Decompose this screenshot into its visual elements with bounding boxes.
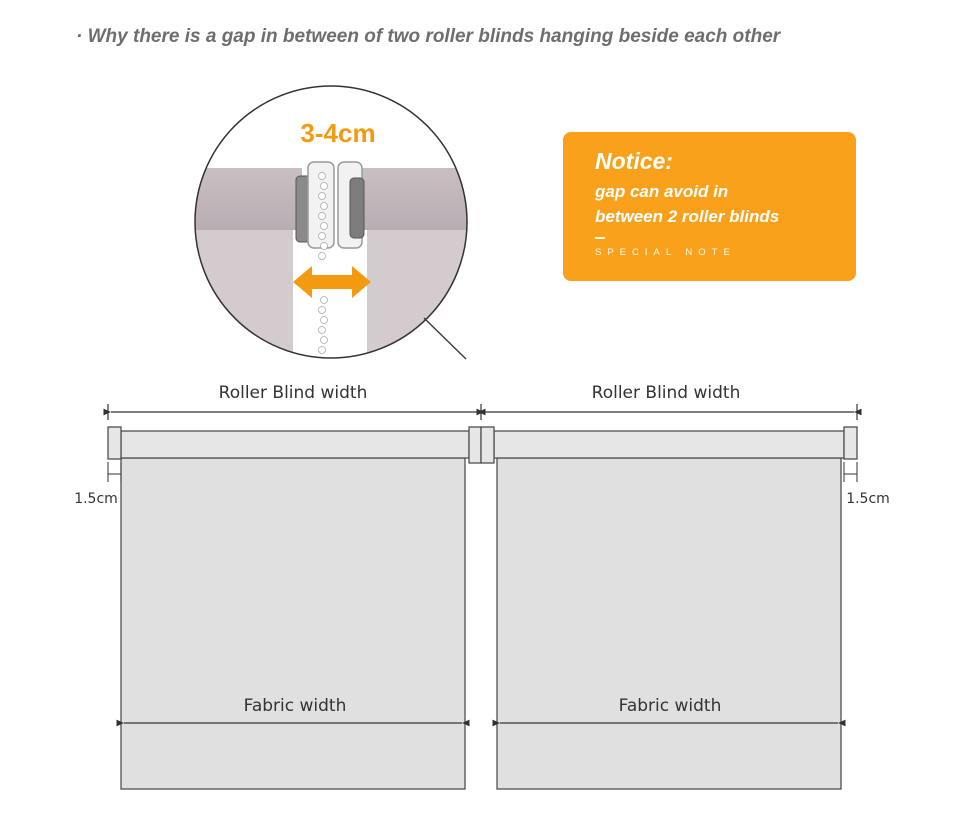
right-roller-width-label: Roller Blind width (591, 383, 741, 403)
right-fabric-width-label: Fabric width (618, 696, 722, 716)
left-blind-inner-bracket (469, 427, 481, 463)
left-side-offset-label: 1.5cm (74, 491, 118, 507)
zoom-left-fabric (190, 225, 293, 375)
diagram-heading: · Why there is a gap in between of two roller blinds hanging beside each other (76, 26, 781, 47)
notice-subtitle: SPECIAL NOTE (595, 247, 736, 258)
zoom-right-fabric (367, 225, 477, 375)
zoom-right-tube (360, 168, 480, 230)
zoom-right-bracket (350, 178, 364, 238)
notice-title: Notice: (595, 148, 673, 174)
notice-body: gap can avoid in between 2 roller blinds (595, 182, 780, 226)
right-side-offset-label: 1.5cm (846, 491, 890, 507)
left-fabric-width-label: Fabric width (243, 696, 347, 716)
gap-size-label: 3-4cm (300, 118, 376, 148)
notice-divider (595, 237, 605, 239)
left-blind-outer-bracket (108, 427, 121, 459)
zoom-left-tube (190, 168, 302, 230)
notice-box (563, 132, 856, 281)
right-blind-fabric (497, 458, 841, 789)
left-roller-width-label: Roller Blind width (218, 383, 368, 403)
left-roller-blind (108, 427, 481, 789)
callout-line (424, 318, 466, 359)
right-blind-outer-bracket (844, 427, 857, 459)
right-roller-blind (481, 427, 857, 789)
left-blind-fabric (121, 458, 465, 789)
roller-width-dimensions (108, 404, 857, 420)
right-blind-inner-bracket (481, 427, 494, 463)
right-blind-tube (494, 431, 844, 458)
left-blind-tube (121, 431, 469, 458)
zoom-detail (190, 86, 480, 375)
